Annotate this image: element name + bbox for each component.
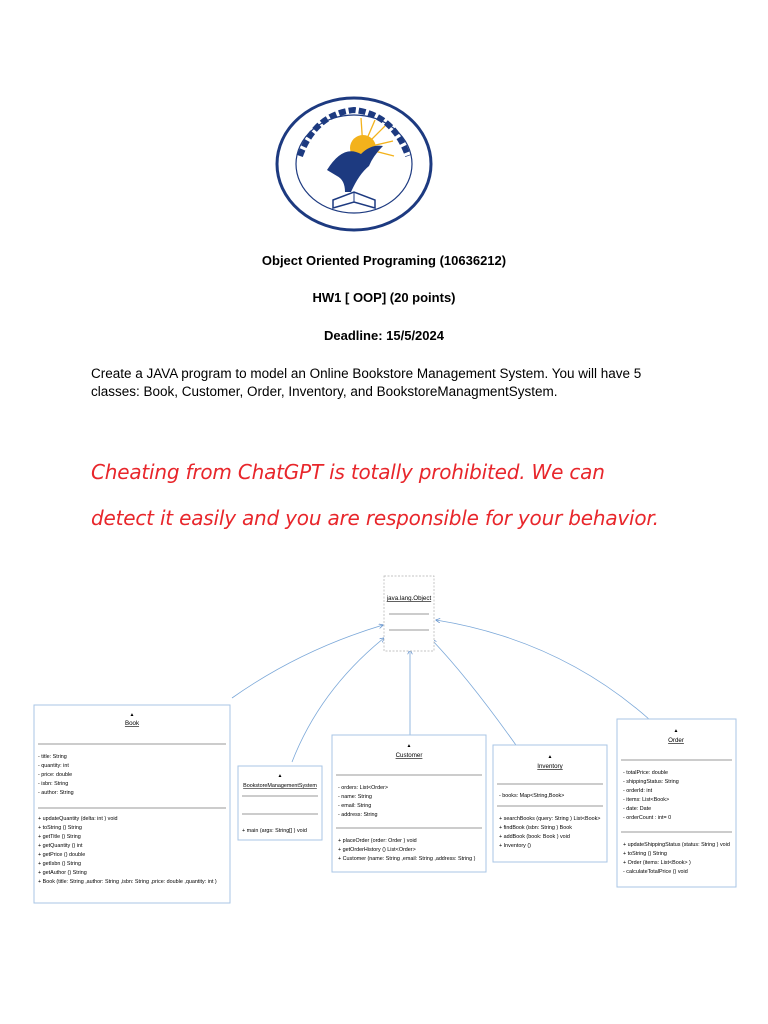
svg-text:+ addBook (book: Book ) void: + addBook (book: Book ) void <box>499 834 570 840</box>
assignment-title: HW1 [ OOP] (20 points) <box>312 290 456 305</box>
svg-text:+ Book (title: String ,author:: + Book (title: String ,author: String ,isbn: String ,price: double ,quantity: int ) <box>38 879 217 885</box>
svg-text:- items: List<Book>: - items: List<Book> <box>623 797 670 803</box>
svg-text:Order: Order <box>668 737 684 744</box>
svg-text:- shippingStatus: String: - shippingStatus: String <box>623 779 679 785</box>
svg-text:- date: Date: - date: Date <box>623 806 652 812</box>
svg-text:BookstoreManagementSystem: BookstoreManagementSystem <box>243 783 317 789</box>
svg-text:+ Customer (name: String ,emai: + Customer (name: String ,email: String ,address: String ) <box>338 856 476 862</box>
university-seal-icon <box>275 96 433 232</box>
svg-text:▲: ▲ <box>673 728 679 734</box>
svg-text:+ getPrice () double: + getPrice () double <box>38 852 86 858</box>
svg-text:- name: String: - name: String <box>338 794 372 800</box>
svg-text:Inventory: Inventory <box>537 763 563 770</box>
class-bookstore-management-system <box>238 766 322 840</box>
svg-text:▲: ▲ <box>129 712 135 718</box>
class-java-lang-object <box>384 576 434 651</box>
svg-text:java.lang.Object: java.lang.Object <box>386 595 432 602</box>
class-inventory <box>493 745 607 862</box>
svg-text:+ updateShippingStatus (status: + updateShippingStatus (status: String ) void <box>623 842 730 848</box>
class-customer <box>332 735 486 872</box>
svg-text:+ findBook (isbn: String ) Boo: + findBook (isbn: String ) Book <box>499 825 572 831</box>
class-book <box>34 705 230 903</box>
svg-text:Customer: Customer <box>395 752 423 759</box>
svg-text:- email: String: - email: String <box>338 803 372 809</box>
svg-text:+ main (args: String[] ) void: + main (args: String[] ) void <box>242 828 307 834</box>
svg-text:+ Inventory (): + Inventory () <box>499 843 531 849</box>
svg-text:- calculateTotalPrice () void: - calculateTotalPrice () void <box>623 869 688 875</box>
svg-text:+ getAuthor () String: + getAuthor () String <box>38 870 87 876</box>
warning-line-2: detect it easily and you are responsible for your behavior. <box>91 506 659 530</box>
course-title: Object Oriented Programing (10636212) <box>261 253 507 268</box>
svg-text:Book: Book <box>124 720 140 727</box>
svg-text:- isbn: String: - isbn: String <box>38 781 69 787</box>
svg-text:+ searchBooks (query: String ): + searchBooks (query: String ) List<Book> <box>499 816 601 822</box>
svg-text:- author: String: - author: String <box>38 790 74 796</box>
svg-text:+ placeOrder (order: Order ) v: + placeOrder (order: Order ) void <box>338 838 417 844</box>
class-order <box>617 719 736 887</box>
intro-paragraph: Create a JAVA program to model an Online Bookstore Management System. You will have 5 classes: Book, Customer, Order, Inventory, and BookstoreManagmentSystem. <box>91 366 642 399</box>
svg-text:+ toString () String: + toString () String <box>38 825 82 831</box>
svg-text:- price: double: - price: double <box>38 772 73 778</box>
svg-text:- orderId: int: - orderId: int <box>623 788 653 794</box>
svg-text:- totalPrice: double: - totalPrice: double <box>623 770 668 776</box>
svg-text:+ updateQuantity (delta: int ): + updateQuantity (delta: int ) void <box>38 816 118 822</box>
svg-text:- orderCount : int= 0: - orderCount : int= 0 <box>623 815 672 821</box>
svg-text:- title: String: - title: String <box>38 754 67 760</box>
svg-text:- orders: List<Order>: - orders: List<Order> <box>338 785 389 791</box>
svg-text:- quantity: int: - quantity: int <box>38 763 69 769</box>
deadline: Deadline: 15/5/2024 <box>324 328 444 343</box>
svg-text:+ getQuantity () int: + getQuantity () int <box>38 843 83 849</box>
svg-text:+ toString () String: + toString () String <box>623 851 667 857</box>
svg-text:▲: ▲ <box>277 773 283 779</box>
uml-class-diagram <box>0 570 768 910</box>
svg-text:+ getTitle () String: + getTitle () String <box>38 834 81 840</box>
svg-text:+ getIsbn () String: + getIsbn () String <box>38 861 81 867</box>
svg-text:+ getOrderHistory () List<Orde: + getOrderHistory () List<Order> <box>338 847 416 853</box>
svg-text:- address: String: - address: String <box>338 812 378 818</box>
svg-text:▲: ▲ <box>547 754 553 760</box>
svg-text:+ Order (items: List<Book> ): + Order (items: List<Book> ) <box>623 860 691 866</box>
warning-line-1: Cheating from ChatGPT is totally prohibited. We can <box>91 460 605 484</box>
svg-text:▲: ▲ <box>406 743 412 749</box>
svg-text:- books: Map<String,Book>: - books: Map<String,Book> <box>499 793 565 799</box>
